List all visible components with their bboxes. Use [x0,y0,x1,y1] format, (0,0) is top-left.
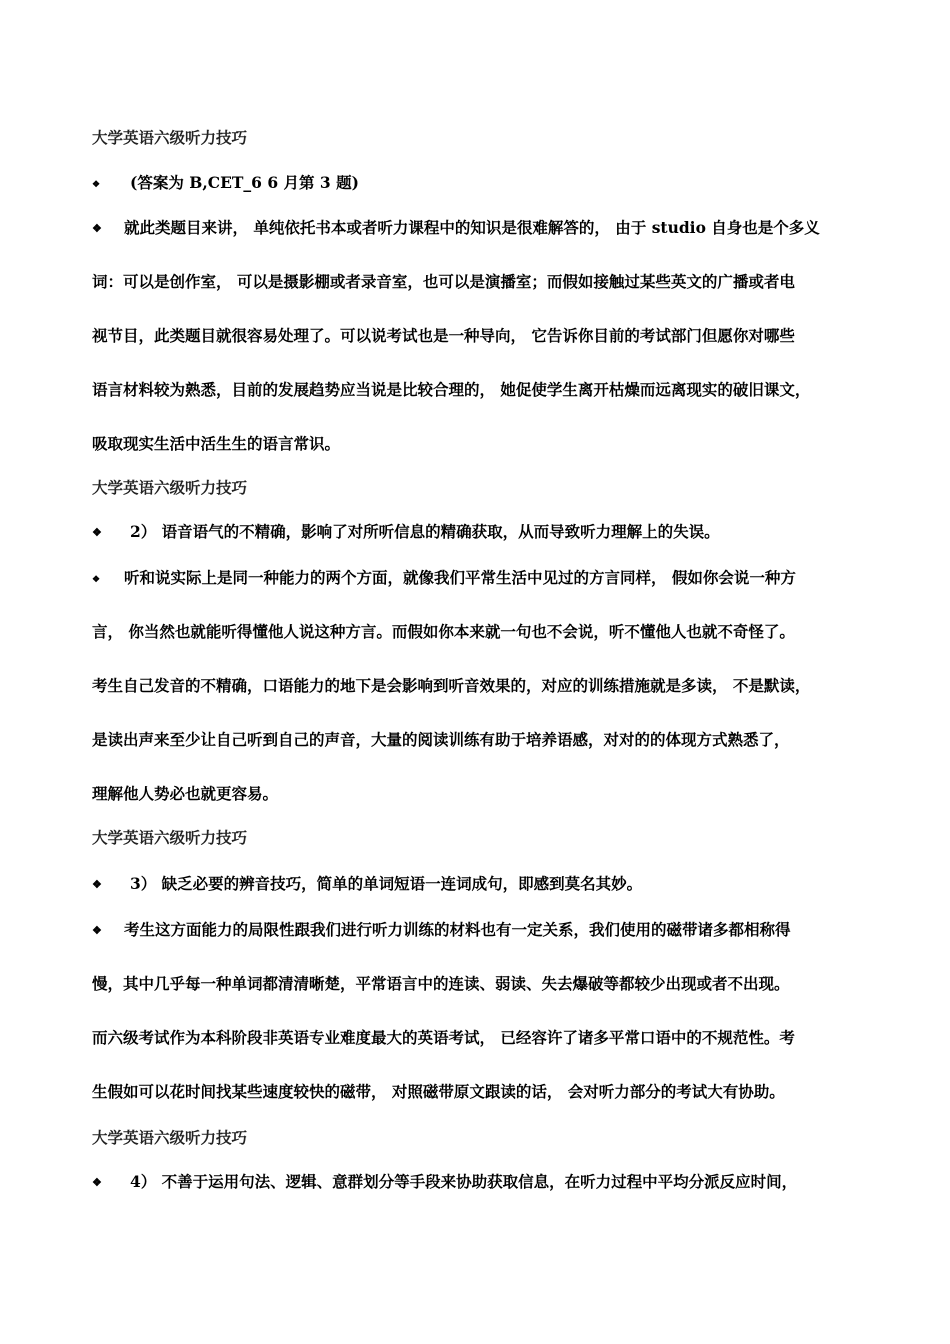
bullet-text: 3） 缺乏必要的辨音技巧，简单的单词短语一连词成句，即感到莫名其妙。 [130,874,643,893]
bullet-line [92,218,892,239]
diamond-bullet-icon: ❖ [92,924,102,937]
section-heading: 大学英语六级听力技巧 [92,828,248,847]
diamond-bullet-icon: ❖ [92,180,101,190]
paragraph-line: 生假如可以花时间找某些速度较快的磁带， 对照磁带原文跟读的话， 会对听力部分的考试大有协助。 [92,1082,785,1101]
bullet-line [92,1172,892,1193]
paragraph-line: 吸取现实生活中活生生的语言常识。 [92,434,341,453]
bullet-text: (答案为 B,CET_6 6 月第 3 题) [130,173,359,192]
bullet-line [92,874,892,895]
paragraph-line: 是读出声来至少让自己听到自己的声音，大量的阅读训练有助于培养语感，对对的的体现方式熟悉了， [92,730,790,749]
diamond-bullet-icon: ❖ [92,1176,102,1189]
paragraph-line: 词：可以是创作室， 可以是摄影棚或者录音室，也可以是演播室；而假如接触过某些英文的广播或者电 [92,272,795,291]
section-heading: 大学英语六级听力技巧 [92,128,248,147]
paragraph-line: 就此类题目来讲， 单纯依托书本或者听力课程中的知识是很难解答的， 由于 studio 自身也是个多义 [124,218,820,237]
paragraph-line: 考生这方面能力的局限性跟我们进行听力训练的材料也有一定关系，我们使用的磁带诸多都相称得 [124,920,791,939]
paragraph-line: 视节目，此类题目就很容易处理了。可以说考试也是一种导向， 它告诉你目前的考试部门但愿你对哪些 [92,326,795,345]
paragraph-line: 考生自己发音的不精确，口语能力的地下是会影响到听音效果的，对应的训练措施就是多读， 不是默读， [92,676,811,695]
bullet-text: 4） 不善于运用句法、逻辑、意群划分等手段来协助获取信息，在听力过程中平均分派反应时间， [130,1172,798,1191]
section-heading: 大学英语六级听力技巧 [92,478,248,497]
bullet-line [92,173,892,195]
diamond-bullet-icon: ❖ [92,526,102,539]
diamond-bullet-icon: ❖ [92,575,101,585]
section-heading: 大学英语六级听力技巧 [92,1128,248,1147]
diamond-bullet-icon: ❖ [92,878,102,891]
bullet-line [92,522,892,543]
bullet-text: 2） 语音语气的不精确，影响了对所听信息的精确获取，从而导致听力理解上的失误。 [130,522,720,541]
paragraph-line: 而六级考试作为本科阶段非英语专业难度最大的英语考试， 已经容许了诸多平常口语中的不规范性。考 [92,1028,795,1047]
bullet-line [92,568,892,590]
paragraph-line: 语言材料较为熟悉，目前的发展趋势应当说是比较合理的， 她促使学生离开枯燥而远离现实的破旧课文， [92,380,811,399]
paragraph-line: 言， 你当然也就能听得懂他人说这种方言。而假如你本来就一句也不会说，听不懂他人也就不奇怪了。 [92,622,795,641]
diamond-bullet-icon: ❖ [92,222,102,235]
paragraph-line: 慢，其中几乎每一种单词都清清晰楚，平常语言中的连读、弱读、失去爆破等都较少出现或者不出现。 [92,974,790,993]
bullet-line [92,920,892,941]
paragraph-line: 听和说实际上是同一种能力的两个方面，就像我们平常生活中见过的方言同样， 假如你会说一种方 [124,568,796,587]
paragraph-line: 理解他人势必也就更容易。 [92,784,279,803]
